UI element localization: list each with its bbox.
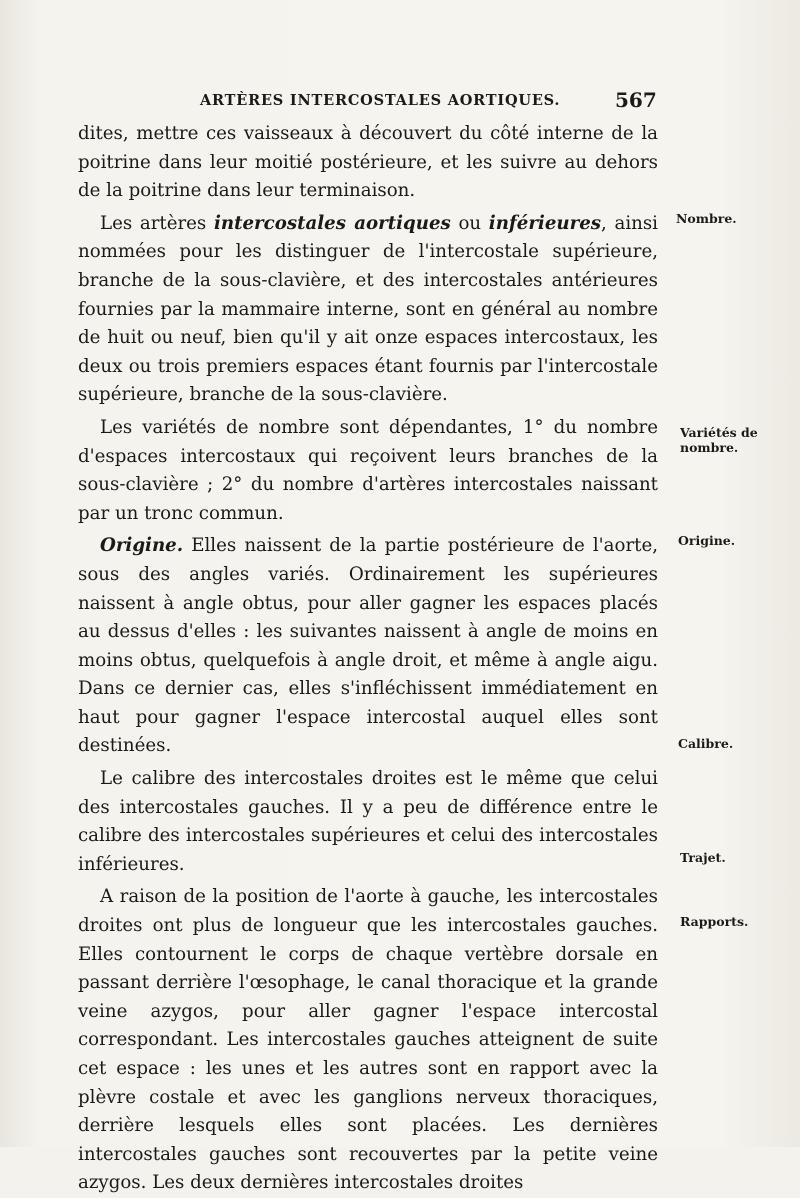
text-segment: ou [450, 212, 489, 234]
paragraph [78, 210, 658, 410]
emphasis-text: inférieures [488, 212, 602, 234]
text-segment: , ainsi nommées pour les distinguer de l'intercostale supérieure, branche de la sous-clavière, et des intercostales antérieures fournies par la mammaire interne, sont en général au nombre de huit ou neuf, bien qu'il y ait onze espaces intercostaux, les deux ou trois premiers espaces étant fournis par l'intercostale supérieure, branche de la sous-clavière. [78, 212, 658, 406]
page-number: 567 [615, 88, 657, 112]
text-segment: A raison de la position de l'aorte à gauche, les intercostales droites ont plus de longueur que les intercostales gauches. Elles contournent le corps de chaque vertèbre dorsale en passant derrière l'œsophage, le canal thoracique et la grande veine azygos, pour aller gagner l'espace intercostal correspondant. Les intercostales gauches atteignent de suite cet espace : les unes et les autres sont en rapport avec la plèvre costale et avec les ganglions nerveux thoraciques, derrière lesquels elles sont placées. Les dernières intercostales gauches sont recouvertes par la petite veine azygos. Les deux dernières intercostales droites [78, 886, 658, 1194]
body-text [78, 120, 658, 1198]
text-segment: Les artères [100, 212, 214, 234]
text-segment: Elles naissent de la partie postérieure de l'aorte, sous des angles variés. Ordinairement les supérieures naissent à angle obtus, pour aller gagner les espaces placés au dessus d'elles : les suivantes naissent à angle de moins en moins obtus, quelquefois à angle droit, et même à angle aigu. Dans ce dernier cas, elles s'infléchissent immédiatement en haut pour gagner l'espace intercostal auquel elles sont destinées. [78, 535, 658, 757]
margin-note-varietes-line1: Variétés de [680, 425, 758, 440]
emphasis-text: Origine. [100, 535, 184, 557]
text-segment: Le calibre des intercostales droites est le même que celui des intercostales gauches. Il y a peu de différence entre le calibre des intercostales supérieures et celui des intercostales inférieures. [78, 768, 658, 875]
text-segment: dites, mettre ces vaisseaux à découvert du côté interne de la poitrine dans leur moitié postérieure, et les suivre au dehors de la poitrine dans leur terminaison. [78, 123, 658, 202]
margin-note-nombre: Nombre. [676, 211, 737, 226]
running-header [0, 90, 800, 114]
margin-note-varietes-line2: nombre. [680, 440, 739, 455]
margin-note-varietes [680, 425, 758, 455]
margin-note-origine: Origine. [678, 533, 736, 548]
margin-note-calibre: Calibre. [678, 736, 734, 751]
margin-note-rapports: Rapports. [680, 914, 749, 929]
paragraph [78, 120, 658, 206]
header-title: ARTÈRES INTERCOSTALES AORTIQUES. [200, 92, 561, 109]
paragraph [78, 765, 658, 879]
emphasis-text: intercostales aortiques [213, 212, 451, 234]
paragraph [78, 883, 658, 1198]
text-segment: Les variétés de nombre sont dépendantes, 1° du nombre d'espaces intercostaux qui reçoivent leurs branches de la sous-clavière ; 2° du nombre d'artères intercostales naissant par un tronc commun. [78, 416, 658, 524]
paragraph [78, 532, 658, 761]
margin-note-trajet: Trajet. [680, 850, 726, 865]
paragraph [78, 414, 658, 528]
